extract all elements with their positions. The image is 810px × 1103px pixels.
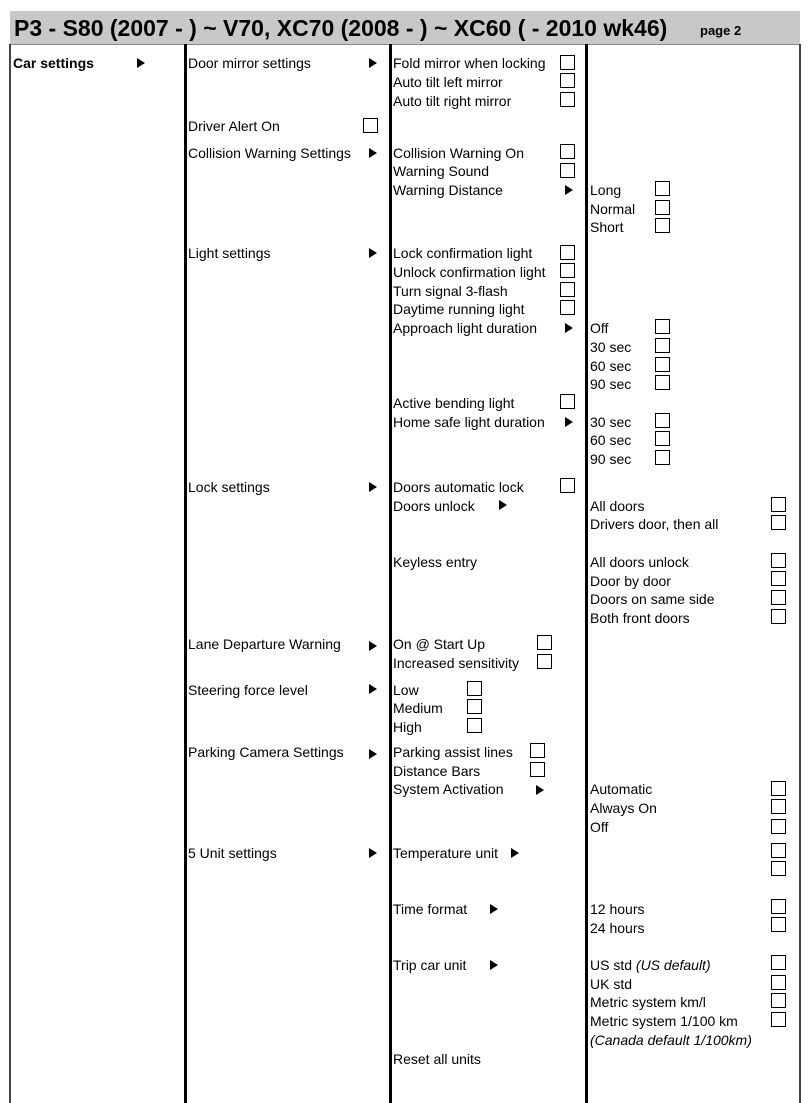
option-distance-bars: Distance Bars (393, 763, 481, 779)
h24-checkbox[interactable] (771, 917, 786, 932)
assist-lines-checkbox[interactable] (530, 743, 545, 758)
arrow-right-icon (369, 848, 377, 858)
value-approach-90: 90 sec (590, 376, 632, 392)
arrow-right-icon (565, 185, 573, 195)
long-checkbox[interactable] (655, 181, 670, 196)
approach-60-checkbox[interactable] (655, 357, 670, 372)
option-tilt-left: Auto tilt left mirror (393, 74, 503, 90)
option-approach: Approach light duration (393, 320, 537, 336)
option-assist-lines: Parking assist lines (393, 744, 513, 760)
us-default-note: (US default) (635, 957, 711, 973)
option-warning-distance: Warning Distance (393, 182, 503, 198)
daytime-checkbox[interactable] (560, 300, 575, 315)
column-divider (9, 44, 11, 1103)
arrow-right-icon (369, 641, 377, 651)
home-90-checkbox[interactable] (655, 450, 670, 465)
fold-mirror-checkbox[interactable] (560, 55, 575, 70)
value-approach-30: 30 sec (590, 339, 632, 355)
value-automatic: Automatic (590, 781, 653, 797)
value-door-by-door: Door by door (590, 573, 671, 589)
value-drivers-door: Drivers door, then all (590, 516, 719, 532)
automatic-checkbox[interactable] (771, 781, 786, 796)
option-unlock-confirm: Unlock confirmation light (393, 264, 546, 280)
lock-confirm-checkbox[interactable] (560, 245, 575, 260)
value-us-std (590, 957, 711, 974)
arrow-right-icon (565, 323, 573, 333)
menu-parking: Parking Camera Settings (188, 744, 344, 760)
option-warning-sound: Warning Sound (393, 163, 489, 179)
high-checkbox[interactable] (467, 718, 482, 733)
on-startup-checkbox[interactable] (537, 635, 552, 650)
collision-on-checkbox[interactable] (560, 144, 575, 159)
value-approach-60: 60 sec (590, 358, 632, 374)
arrow-right-icon (137, 58, 145, 68)
doors-auto-lock-checkbox[interactable] (560, 478, 575, 493)
menu-lock: Lock settings (188, 479, 270, 495)
metric-kml-checkbox[interactable] (771, 993, 786, 1008)
home-60-checkbox[interactable] (655, 431, 670, 446)
value-normal: Normal (590, 201, 636, 217)
value-approach-off: Off (590, 320, 609, 336)
option-on-startup: On @ Start Up (393, 636, 486, 652)
menu-units: 5 Unit settings (188, 845, 277, 861)
value-long: Long (590, 182, 622, 198)
approach-off-checkbox[interactable] (655, 319, 670, 334)
front-doors-checkbox[interactable] (771, 609, 786, 624)
option-active-bending: Active bending light (393, 395, 515, 411)
distance-bars-checkbox[interactable] (530, 762, 545, 777)
value-home-60: 60 sec (590, 432, 632, 448)
normal-checkbox[interactable] (655, 200, 670, 215)
option-medium: Medium (393, 700, 443, 716)
arrow-right-icon (536, 785, 544, 795)
arrow-right-icon (369, 749, 377, 759)
column-divider (389, 44, 392, 1103)
option-doors-auto-lock: Doors automatic lock (393, 479, 524, 495)
option-lock-confirm: Lock confirmation light (393, 245, 533, 261)
temp-unit-checkbox-2[interactable] (771, 861, 786, 876)
column-divider (184, 44, 187, 1103)
option-reset-units: Reset all units (393, 1051, 481, 1067)
temp-unit-checkbox-1[interactable] (771, 843, 786, 858)
warning-sound-checkbox[interactable] (560, 163, 575, 178)
door-by-door-checkbox[interactable] (771, 571, 786, 586)
metric-100-checkbox[interactable] (771, 1012, 786, 1027)
cam-off-checkbox[interactable] (771, 819, 786, 834)
value-short: Short (590, 219, 624, 235)
increased-sens-checkbox[interactable] (537, 654, 552, 669)
page-title: P3 - S80 (2007 - ) ~ V70, XC70 (2008 - ) ~ XC60 ( - 2010 wk46) (14, 15, 668, 41)
menu-driver-alert: Driver Alert On (188, 118, 280, 134)
arrow-right-icon (369, 148, 377, 158)
arrow-right-icon (490, 960, 498, 970)
us-std-label: US std (590, 957, 633, 973)
uk-std-checkbox[interactable] (771, 975, 786, 990)
value-home-30: 30 sec (590, 414, 632, 430)
option-tilt-right: Auto tilt right mirror (393, 93, 512, 109)
home-30-checkbox[interactable] (655, 413, 670, 428)
column-divider (799, 44, 801, 1103)
low-checkbox[interactable] (467, 681, 482, 696)
medium-checkbox[interactable] (467, 699, 482, 714)
tilt-left-checkbox[interactable] (560, 73, 575, 88)
h12-checkbox[interactable] (771, 899, 786, 914)
arrow-right-icon (565, 417, 573, 427)
option-fold-mirror: Fold mirror when locking (393, 55, 546, 71)
option-system-activation: System Activation (393, 781, 504, 797)
menu-light: Light settings (188, 245, 271, 261)
option-temp-unit: Temperature unit (393, 845, 499, 861)
option-home-safe: Home safe light duration (393, 414, 545, 430)
menu-lane: Lane Departure Warning (188, 636, 341, 652)
approach-30-checkbox[interactable] (655, 338, 670, 353)
canada-default-note (590, 1032, 752, 1049)
menu-car-settings: Car settings (13, 55, 94, 71)
column-divider (585, 44, 588, 1103)
value-uk-std: UK std (590, 976, 633, 992)
arrow-right-icon (369, 482, 377, 492)
tilt-right-checkbox[interactable] (560, 92, 575, 107)
option-keyless: Keyless entry (393, 554, 478, 570)
value-all-doors: All doors (590, 498, 645, 514)
approach-90-checkbox[interactable] (655, 375, 670, 390)
short-checkbox[interactable] (655, 218, 670, 233)
unlock-confirm-checkbox[interactable] (560, 263, 575, 278)
always-on-checkbox[interactable] (771, 799, 786, 814)
option-time-format: Time format (393, 901, 468, 917)
page-number: page 2 (700, 23, 742, 38)
option-collision-on: Collision Warning On (393, 145, 524, 161)
option-turn-signal: Turn signal 3-flash (393, 283, 508, 299)
value-metric-100: Metric system 1/100 km (590, 1013, 738, 1029)
us-std-checkbox[interactable] (771, 955, 786, 970)
menu-door-mirror: Door mirror settings (188, 55, 311, 71)
arrow-right-icon (490, 904, 498, 914)
drivers-door-checkbox[interactable] (771, 515, 786, 530)
canada-default-text: (Canada default 1/100km) (590, 1032, 752, 1048)
option-increased-sens: Increased sensitivity (393, 655, 520, 671)
driver-alert-checkbox[interactable] (363, 118, 378, 133)
arrow-right-icon (369, 58, 377, 68)
arrow-right-icon (511, 848, 519, 858)
all-doors-unlock-checkbox[interactable] (771, 553, 786, 568)
option-low: Low (393, 682, 419, 698)
value-all-doors-unlock: All doors unlock (590, 554, 689, 570)
value-24-hours: 24 hours (590, 920, 645, 936)
value-front-doors: Both front doors (590, 610, 690, 626)
arrow-right-icon (369, 684, 377, 694)
value-metric-kml: Metric system km/l (590, 994, 706, 1010)
value-always-on: Always On (590, 800, 657, 816)
value-12-hours: 12 hours (590, 901, 645, 917)
value-cam-off: Off (590, 819, 609, 835)
active-bending-checkbox[interactable] (560, 394, 575, 409)
arrow-right-icon (369, 248, 377, 258)
value-same-side: Doors on same side (590, 591, 715, 607)
all-doors-checkbox[interactable] (771, 497, 786, 512)
same-side-checkbox[interactable] (771, 590, 786, 605)
arrow-right-icon (499, 500, 507, 510)
option-daytime: Daytime running light (393, 301, 525, 317)
menu-steering: Steering force level (188, 682, 308, 698)
turn-signal-checkbox[interactable] (560, 282, 575, 297)
value-home-90: 90 sec (590, 451, 632, 467)
option-doors-unlock: Doors unlock (393, 498, 475, 514)
menu-collision: Collision Warning Settings (188, 145, 351, 161)
option-trip-unit: Trip car unit (393, 957, 467, 973)
option-high: High (393, 719, 422, 735)
